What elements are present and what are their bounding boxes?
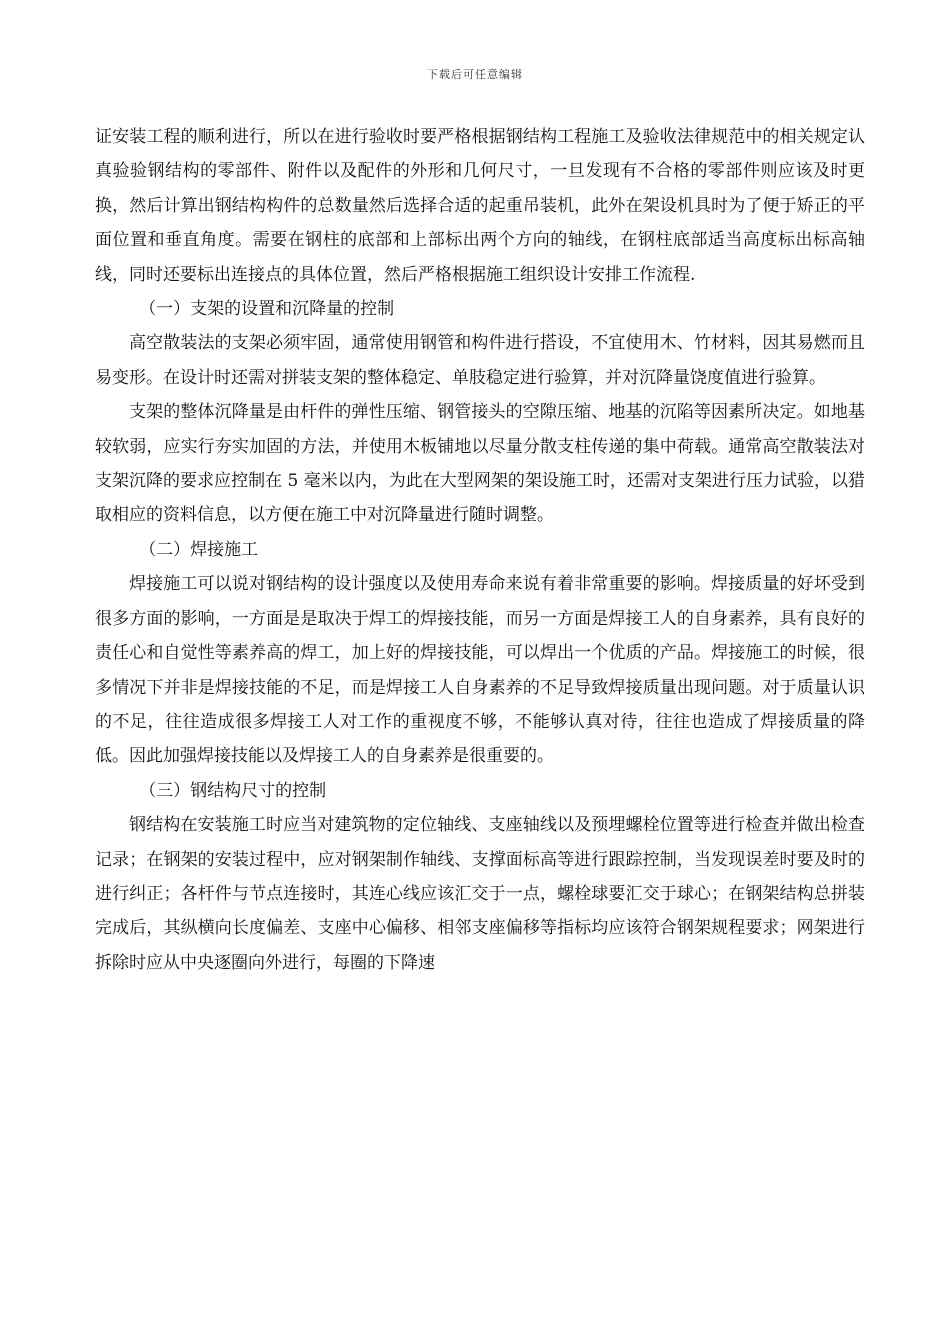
section-heading-3: （三）钢结构尺寸的控制	[139, 780, 327, 801]
paragraph-welding: 焊接施工可以说对钢结构的设计强度以及使用寿命来说有着非常重要的影响。焊接质量的好坏受到很多方面的影响，一方面是是取决于焊工的焊接技能，而另一方面是焊接工人的自身素养，具有良好的责任心和自觉性等素养高的焊工，加上好的焊接技能，可以焊出一个优质的产品。焊接施工的时候，很多情况下并非是焊接技能的不足，而是焊接工人自身素养的不足导致焊接质量出现问题。对于质量认识的不足，往往造成很多焊接工人对工作的重视度不够，不能够认真对待，往往也造成了焊接质量的降低。因此加强焊接技能以及焊接工人的自身素养是很重要的。	[95, 574, 865, 767]
paragraph-continuation: 证安装工程的顺利进行，所以在进行验收时要严格根据钢结构工程施工及验收法律规范中的相关规定认真验验钢结构的零部件、附件以及配件的外形和几何尺寸，一旦发现有不合格的零部件则应该及时更换，然后计算出钢结构构件的总数量然后选择合适的起重吊装机，此外在架设机具时为了便于矫正的平面位置和垂直角度。需要在钢柱的底部和上部标出两个方向的轴线，在钢柱底部适当高度标出标高轴线，同时还要标出连接点的具体位置，然后严格根据施工组织设计安排工作流程.	[95, 127, 865, 285]
paragraph-dimension-control: 钢结构在安装施工时应当对建筑物的定位轴线、支座轴线以及预埋螺栓位置等进行检查并做出检查记录；在钢架的安装过程中，应对钢架制作轴线、支撑面标高等进行跟踪控制，当发现误差时要及时的进行纠正；各杆件与节点连接时，其连心线应该汇交于一点，螺栓球要汇交于球心；在钢架结构总拼装完成后，其纵横向长度偏差、支座中心偏移、相邻支座偏移等指标均应该符合钢架规程要求；网架进行拆除时应从中央逐圈向外进行，每圈的下降速	[95, 815, 865, 973]
paragraph-support-settlement: 支架的整体沉降量是由杆件的弹性压缩、钢管接头的空隙压缩、地基的沉陷等因素所决定。如地基较软弱，应实行夯实加固的方法，并使用木板铺地以尽量分散支柱传递的集中荷载。通常高空散装法对支架沉降的要求应控制在 5 毫米以内，为此在大型网架的架设施工时，还需对支架进行压力试验，以猎取相应的资料信息，以方便在施工中对沉降量进行随时调整。	[95, 402, 865, 526]
section-heading-1: （一）支架的设置和沉降量的控制	[139, 299, 395, 320]
page-header: 下载后可任意编辑	[427, 68, 523, 81]
paragraph-support-setup: 高空散装法的支架必须牢固，通常使用钢管和构件进行搭设，不宜使用木、竹材料，因其易燃而且易变形。在设计时还需对拼装支架的整体稳定、单肢稳定进行验算，并对沉降量饶度值进行验算。	[95, 333, 865, 388]
document-body	[95, 120, 865, 980]
section-heading-2: （二）焊接施工	[139, 539, 259, 560]
